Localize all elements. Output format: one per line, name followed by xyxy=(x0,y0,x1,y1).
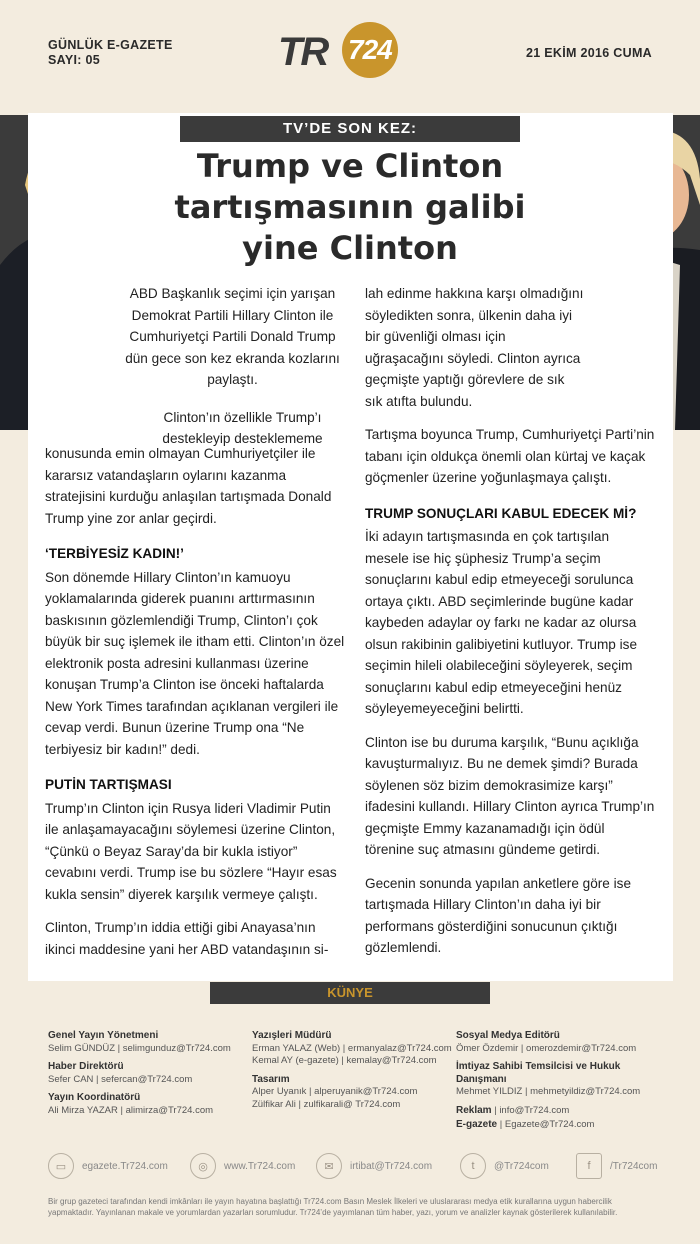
article-kicker: TV’DE SON KEZ: xyxy=(180,116,520,142)
staff-role: Reklam xyxy=(456,1104,492,1116)
article-headline xyxy=(110,146,590,269)
tr724-logo[interactable] xyxy=(278,22,428,78)
article-paragraph: İki adayın tartışmasında en çok tartışılan mesele ise hiç şüphesiz Trump’a seçim sonuçlarını kabul edip etmeyeceği sorulunca ortaya çıktı. ABD seçimlerinde bugüne kadar kaybeden adaylar oy farkı ne kadar az olursa olsun rakibinin galibiyetini kutluyor. Trump ise seçimin hileli olabileceğini söyleyerek, seçim sonuçlarını kabul edip etmeyeceğini henüz söyleyemeyeceğini belirtti. xyxy=(365,529,638,716)
article-column-1-top xyxy=(120,283,345,462)
twitter-icon: t xyxy=(460,1153,486,1179)
article-paragraph: lah edinme hakkına karşı olmadığını söyledikten sonra, ülkenin daha iyi bir güvenliği olması için uğraşacağını söyledi. Clinton ayrıca geçmişte yaptığı görevlere de sık sık atıfta bulundu. xyxy=(365,286,584,409)
twitter-link[interactable] xyxy=(460,1150,549,1182)
egazete-label: egazete.Tr724.com xyxy=(82,1160,168,1172)
staff-contact[interactable]: Zülfikar Ali | zulfikarali@ Tr724.com xyxy=(252,1098,401,1110)
edition-label: GÜNLÜK E-GAZETE xyxy=(48,38,173,52)
facebook-icon: f xyxy=(576,1153,602,1179)
article-paragraph: Trump’ın Clinton için Rusya lideri Vladimir Putin ile anlaşamayacağını söylemesi üzerine Clinton, “Çünkü o Beyaz Saray’da bir kukla istiyor” cevabını verdi. Trump ise bu sözlere “Hayır esas kukla sensin” diyerek karşılık vermeye çalıştı. xyxy=(45,800,337,902)
headline-line-1: Trump ve Clinton xyxy=(196,147,504,185)
article-column-2 xyxy=(365,283,655,971)
email-label: irtibat@Tr724.com xyxy=(350,1160,433,1172)
article-paragraph: Clinton’ın özellikle Trump’ı destekleyip desteklememe xyxy=(162,409,323,446)
staff-contact[interactable]: | info@Tr724.com xyxy=(494,1104,570,1116)
page-header xyxy=(0,0,700,115)
staff-role: Haber Direktörü xyxy=(48,1061,124,1072)
logo-number: 724 xyxy=(348,34,392,65)
staff-role: Sosyal Medya Editörü xyxy=(456,1030,560,1041)
envelope-icon: ✉ xyxy=(316,1153,342,1179)
staff-column-1 xyxy=(48,1030,238,1123)
staff-contact[interactable]: Ömer Özdemir | omerozdemir@Tr724.com xyxy=(456,1042,637,1054)
article-paragraph: Clinton ise bu duruma karşılık, “Bunu açıklığa kavuşturmalıyız. Bu ne demek şimdi? Burada söylenen söz bizim demokrasimize karşı” ifadesini kullandı. Hillary Clinton ayrıca Trump’ın geçmişte Emmy kazanamadığı için ödül törenine suç atmasını gündeme getirdi. xyxy=(365,734,655,857)
staff-contact[interactable]: Selim GÜNDÜZ | selimgunduz@Tr724.com xyxy=(48,1042,231,1054)
globe-icon: ◎ xyxy=(190,1153,216,1179)
website-label: www.Tr724.com xyxy=(224,1160,296,1172)
egazete-link[interactable] xyxy=(48,1150,168,1182)
edition-info xyxy=(48,38,173,68)
article-column-1 xyxy=(45,443,345,972)
article-paragraph: Son dönemde Hillary Clinton’ın kamuoyu yoklamalarında giderek puanını arttırmasının baskısının gözlemlendiği Trump, Clinton’ı çok büyük bir suç işlemek ile itham etti. Clinton’ın özel elektronik posta adresini kullanması üzerine konuşan Trump’a Clinton ise önceki haftalarda New York Times tarafından açıklanan vergileri ile cevap verdi. Bunun üzerine Trump ona “Ne terbiyesiz bir kadın!” dedi. xyxy=(45,569,345,757)
staff-role: Yayın Koordinatörü xyxy=(48,1092,141,1103)
website-link[interactable] xyxy=(190,1150,295,1182)
staff-contact[interactable]: Erman YALAZ (Web) | ermanyalaz@Tr724.com xyxy=(252,1042,452,1054)
email-link[interactable] xyxy=(316,1150,432,1182)
staff-column-2 xyxy=(252,1030,452,1117)
facebook-link[interactable] xyxy=(576,1150,657,1182)
staff-contact[interactable]: Alper Uyanık | alperuyanik@Tr724.com xyxy=(252,1086,418,1097)
logo-tr: TR xyxy=(278,30,328,74)
staff-contact[interactable]: Mehmet YILDIZ | mehmetyildiz@Tr724.com xyxy=(456,1086,641,1097)
staff-role: Genel Yayın Yönetmeni xyxy=(48,1030,159,1041)
footer-disclaimer: Bir grup gazeteci tarafından kendi imkânları ile yayın hayatına başlattığı Tr724.com Basın Meslek İlkeleri ve uluslararası medya etik kurallarına uygun habercilik yapmaktadır. Yayınlanan makale ve yorumlardan yazarları sorumludur. Tr724’de yayımlanan tüm haber, yazı, yorum ve analizler kaynak gösterilerek kullanılabilir. xyxy=(48,1197,618,1217)
staff-column-3 xyxy=(456,1030,666,1138)
article-paragraph: Gecenin sonunda yapılan anketlere göre ise tartışmada Hillary Clinton’ın daha iyi bir performans gösterdiğini sonucunun çıktığı gözlemlendi. xyxy=(365,875,632,955)
issue-date: 21 EKİM 2016 CUMA xyxy=(526,46,652,60)
staff-role: Tasarım xyxy=(252,1073,290,1085)
facebook-label: /Tr724com xyxy=(610,1160,658,1172)
staff-contact[interactable]: | Egazete@Tr724.com xyxy=(499,1119,595,1130)
staff-role: Yazışleri Müdürü xyxy=(252,1030,332,1041)
staff-contact[interactable]: Sefer CAN | sefercan@Tr724.com xyxy=(48,1073,193,1085)
subheading-putin: PUTİN TARTIŞMASI xyxy=(45,777,172,792)
subheading-terbiyesiz: ‘TERBİYESİZ KADIN!’ xyxy=(45,546,184,561)
issue-number: SAYI: 05 xyxy=(48,53,100,67)
twitter-label: @Tr724com xyxy=(494,1160,549,1172)
contact-bar xyxy=(48,1150,658,1182)
article-paragraph: ABD Başkanlık seçimi için yarışan Demokrat Partili Hillary Clinton ile Cumhuriyetçi Partili Donald Trump dün gece son kez ekranda kozlarını paylaştı. xyxy=(125,286,340,387)
subheading-sonuc: TRUMP SONUÇLARI KABUL EDECEK Mİ? xyxy=(365,505,637,521)
staff-contact[interactable]: Ali Mirza YAZAR | alimirza@Tr724.com xyxy=(48,1104,214,1116)
article-paragraph: konusunda emin olmayan Cumhuriyetçiler ile kararsız vatandaşların oylarını kazanma stratejisini kurduğu anlaşılan tartışmada Donald Trump yine zor anlar geçirdi. xyxy=(45,446,332,526)
headline-line-3: yine Clinton xyxy=(242,229,458,267)
kunye-title: KÜNYE xyxy=(210,982,490,1004)
article-paragraph: Clinton, Trump’ın iddia ettiği gibi Anayasa’nın ikinci maddesine yani her ABD vatandaşının si- xyxy=(45,920,329,957)
staff-contact[interactable]: Kemal AY (e-gazete) | kemalay@Tr724.com xyxy=(252,1055,437,1066)
headline-line-2: tartışmasının galibi xyxy=(174,188,526,226)
staff-role: E-gazete xyxy=(456,1119,498,1130)
staff-role: İmtiyaz Sahibi Temsilcisi ve Hukuk Danışmanı xyxy=(456,1061,621,1085)
tablet-icon: ▭ xyxy=(48,1153,74,1179)
article-paragraph: Tartışma boyunca Trump, Cumhuriyetçi Parti’nin tabanı için oldukça önemli olan kürtaj ve kaçak göçmenler üzerine yoğunlaşmaya çalıştı. xyxy=(365,427,655,485)
